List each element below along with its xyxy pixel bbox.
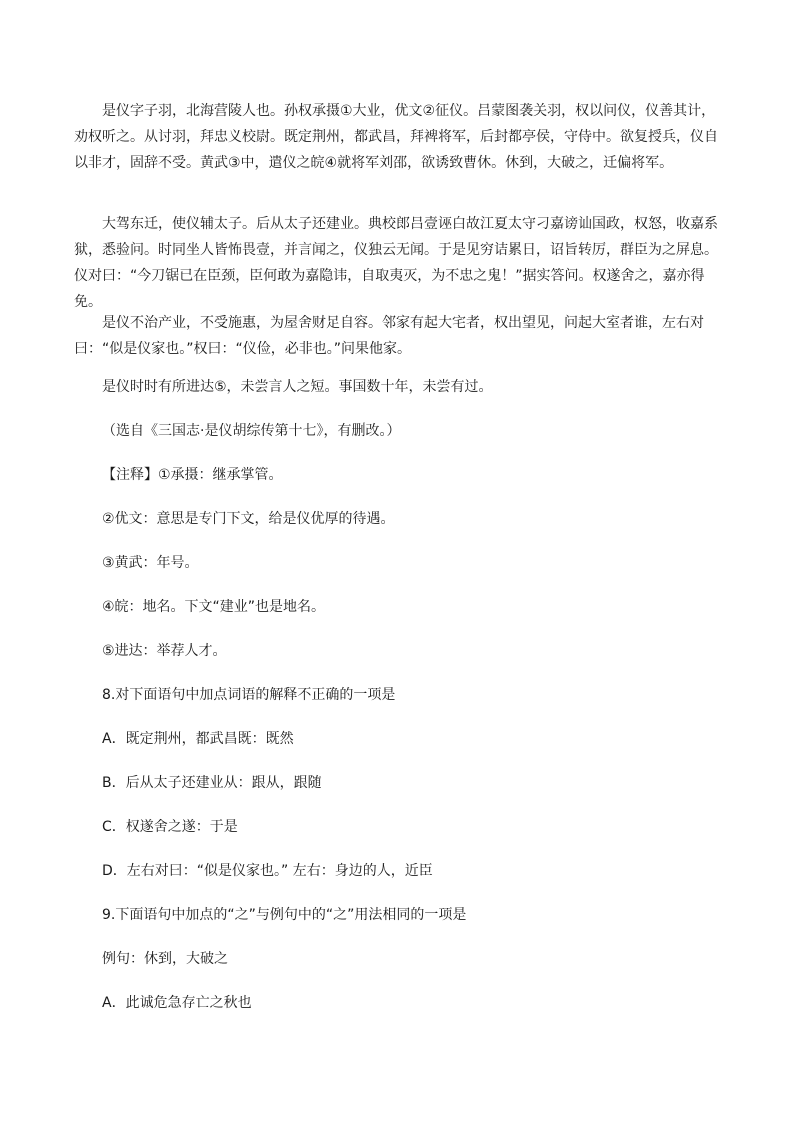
passage-paragraph-4: 是仪时时有所进达⑤，未尝言人之短。事国数十年，未尝有过。 [102,379,493,395]
passage-paragraph-1: 是仪字子羽，北海营陵人也。孙权承摄①大业，优文②征仪。吕蒙图袭关羽，权以问仪，仪善其计，劝权听之。从讨羽，拜忠义校尉。既定荆州，都武昌，拜裨将军，后封都亭侯，守侍中。欲复授兵，仪自以非才，固辞不受。黄武③中，遣仪之皖④就将军刘邵，欲诱致曹休。休到，大破之，迁偏将军。 [74,103,718,171]
note-1: 【注释】①承摄：继承掌管。 [102,467,283,483]
question-9-example: 例句：休到，大破之 [102,951,228,967]
note-5: ⑤进达：举荐人才。 [102,643,227,659]
note-4: ④皖：地名。下文“建业”也是地名。 [102,599,326,615]
question-8-option-a: A．既定荆州，都武昌既：既然 [102,731,294,747]
question-8-option-b: B．后从太子还建业从：跟从，跟随 [102,775,322,791]
note-3: ③黄武：年号。 [102,555,199,571]
source-citation: （选自《三国志·是仪胡综传第十七》，有删改。） [102,423,401,439]
question-8-option-c: C．权遂舍之遂：于是 [102,819,238,835]
passage-paragraph-2: 大驾东迁，使仪辅太子。后从太子还建业。典校郎吕壹诬白故江夏太守刁嘉谤讪国政，权怒，收嘉系狱，悉验问。时同坐人皆怖畏壹，并言闻之，仪独云无闻。于是见穷诘累日，诏旨转厉，群臣为之屏息。仪对曰：“今刀锯已在臣颈，臣何敢为嘉隐讳，自取夷灭，为不忠之鬼！”据实答问。权遂舍之，嘉亦得免。 [74,216,718,310]
question-8-stem: 8.对下面语句中加点词语的解释不正确的一项是 [102,687,396,703]
question-9-option-a: A．此诚危急存亡之秋也 [102,995,252,1011]
note-2: ②优文：意思是专门下文，给是仪优厚的待遇。 [102,511,395,527]
question-9-stem: 9.下面语句中加点的“之”与例句中的“之”用法相同的一项是 [102,907,467,923]
question-8-option-d: D．左右对曰：“似是仪家也。” 左右：身边的人，近臣 [102,863,433,879]
passage-paragraph-3: 是仪不治产业，不受施惠，为屋舍财足自容。邻家有起大宅者，权出望见，问起大室者谁，左右对曰：“似是仪家也。”权曰：“仪俭，必非也。”问果他家。 [74,315,704,357]
